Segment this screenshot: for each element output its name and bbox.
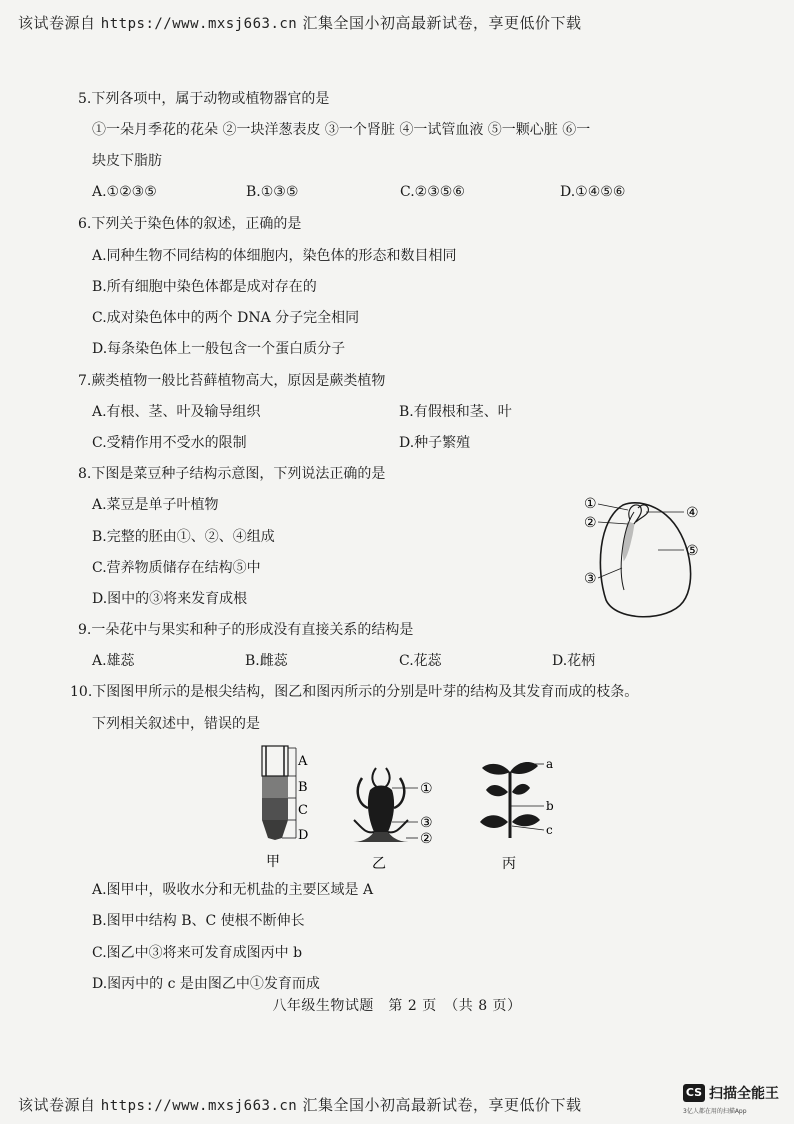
- q10-option-a[interactable]: A.图甲中，吸收水分和无机盐的主要区域是 A: [92, 882, 374, 898]
- q6-option-c[interactable]: C.成对染色体中的两个 DNA 分子完全相同: [92, 310, 360, 326]
- source-banner-top: [18, 12, 582, 33]
- q9-option-a[interactable]: A.雄蕊: [92, 653, 135, 669]
- root-label-d: D: [298, 828, 309, 843]
- seed-label-2: ②: [584, 515, 597, 531]
- q6-option-d[interactable]: D.每条染色体上一般包含一个蛋白质分子: [92, 341, 346, 357]
- radicle: [623, 522, 634, 560]
- q9-option-b[interactable]: B.雌蕊: [245, 653, 288, 669]
- q8-option-d[interactable]: D.图中的③将来发育成根: [92, 591, 248, 607]
- question-10-stem-line1: 10.下图图甲所示的是根尖结构，图乙和图丙所示的分别是叶芽的结构及其发育而成的枝条。: [70, 684, 639, 700]
- bud-label-1: ①: [420, 781, 433, 797]
- branch-label-c: c: [546, 823, 553, 837]
- banner-url[interactable]: https://www.mxsj663.cn: [100, 1098, 298, 1114]
- banner-url[interactable]: https://www.mxsj663.cn: [100, 16, 298, 32]
- banner-suffix: 汇集全国小初高最新试卷，享更低价下载: [302, 14, 582, 32]
- seed-label-5: ⑤: [686, 543, 699, 559]
- q8-option-a[interactable]: A.菜豆是单子叶植物: [92, 497, 219, 513]
- scanner-logo: [683, 1082, 793, 1122]
- question-5-stem: 5.下列各项中，属于动物或植物器官的是: [78, 91, 330, 107]
- q9-option-d[interactable]: D.花柄: [552, 653, 596, 669]
- branch-label-b: b: [546, 799, 554, 813]
- question-7-stem: 7.蕨类植物一般比苔藓植物高大，原因是蕨类植物: [78, 373, 386, 389]
- root-label-c: C: [298, 803, 308, 818]
- q10-option-d[interactable]: D.图丙中的 c 是由图乙中①发育而成: [92, 976, 320, 992]
- q6-option-a[interactable]: A.同种生物不同结构的体细胞内，染色体的形态和数目相同: [92, 248, 457, 264]
- scanner-name: 扫描全能王: [709, 1086, 779, 1102]
- figure-caption-yi: 乙: [372, 856, 386, 872]
- question-5-items-line2: 块皮下脂肪: [92, 153, 162, 169]
- plumule: [629, 505, 649, 524]
- question-10-stem-line2: 下列相关叙述中，错误的是: [92, 716, 260, 732]
- figure-caption-bing: 丙: [502, 856, 516, 872]
- banner-prefix: 该试卷源自: [18, 1096, 96, 1114]
- banner-prefix: 该试卷源自: [18, 14, 96, 32]
- q7-option-d[interactable]: D.种子繁殖: [399, 435, 471, 451]
- source-banner-bottom: [18, 1094, 582, 1115]
- q7-option-b[interactable]: B.有假根和茎、叶: [399, 404, 512, 420]
- seed-label-3: ③: [584, 571, 597, 587]
- root-label-b: B: [298, 780, 308, 795]
- q9-option-c[interactable]: C.花蕊: [399, 653, 442, 669]
- branch-label-a: a: [546, 757, 554, 771]
- q10-option-b[interactable]: B.图甲中结构 B、C 使根不断伸长: [92, 913, 305, 929]
- bud-label-3: ③: [420, 815, 433, 831]
- question-5-items-line1: ①一朵月季花的花朵 ②一块洋葱表皮 ③一个肾脏 ④一试管血液 ⑤一颗心脏 ⑥一: [92, 122, 591, 138]
- root-tip-diagram: [250, 742, 320, 872]
- page-footer: 八年级生物试题 第 2 页 （共 8 页）: [272, 998, 522, 1014]
- leaf-bud-diagram: [340, 758, 450, 876]
- question-6-stem: 6.下列关于染色体的叙述，正确的是: [78, 216, 302, 232]
- root-label-a: A: [298, 754, 308, 769]
- seed-coat: [600, 503, 690, 617]
- q7-option-c[interactable]: C.受精作用不受水的限制: [92, 435, 247, 451]
- question-9-stem: 9.一朵花中与果实和种子的形成没有直接关系的结构是: [78, 622, 414, 638]
- banner-suffix: 汇集全国小初高最新试卷，享更低价下载: [302, 1096, 582, 1114]
- q5-option-a[interactable]: A.①②③⑤: [92, 184, 157, 200]
- bean-seed-diagram: [578, 490, 718, 630]
- scanner-tagline: 3亿人都在用的扫描App: [683, 1108, 747, 1115]
- q6-option-b[interactable]: B.所有细胞中染色体都是成对存在的: [92, 279, 317, 295]
- q5-option-d[interactable]: D.①④⑤⑥: [560, 184, 626, 200]
- branch-diagram: [468, 756, 568, 876]
- seed-label-1: ①: [584, 496, 597, 512]
- figure-caption-jia: 甲: [266, 854, 280, 870]
- bud-label-2: ②: [420, 831, 433, 847]
- q8-option-c[interactable]: C.营养物质储存在结构⑤中: [92, 560, 261, 576]
- q7-option-a[interactable]: A.有根、茎、叶及输导组织: [92, 404, 261, 420]
- q8-option-b[interactable]: B.完整的胚由①、②、④组成: [92, 529, 275, 545]
- q10-option-c[interactable]: C.图乙中③将来可发育成图丙中 b: [92, 945, 303, 961]
- seed-label-4: ④: [686, 505, 699, 521]
- q5-option-b[interactable]: B.①③⑤: [246, 184, 299, 200]
- cs-badge-icon: CS: [683, 1084, 705, 1102]
- q5-option-c[interactable]: C.②③⑤⑥: [400, 184, 465, 200]
- question-8-stem: 8.下图是菜豆种子结构示意图，下列说法正确的是: [78, 466, 386, 482]
